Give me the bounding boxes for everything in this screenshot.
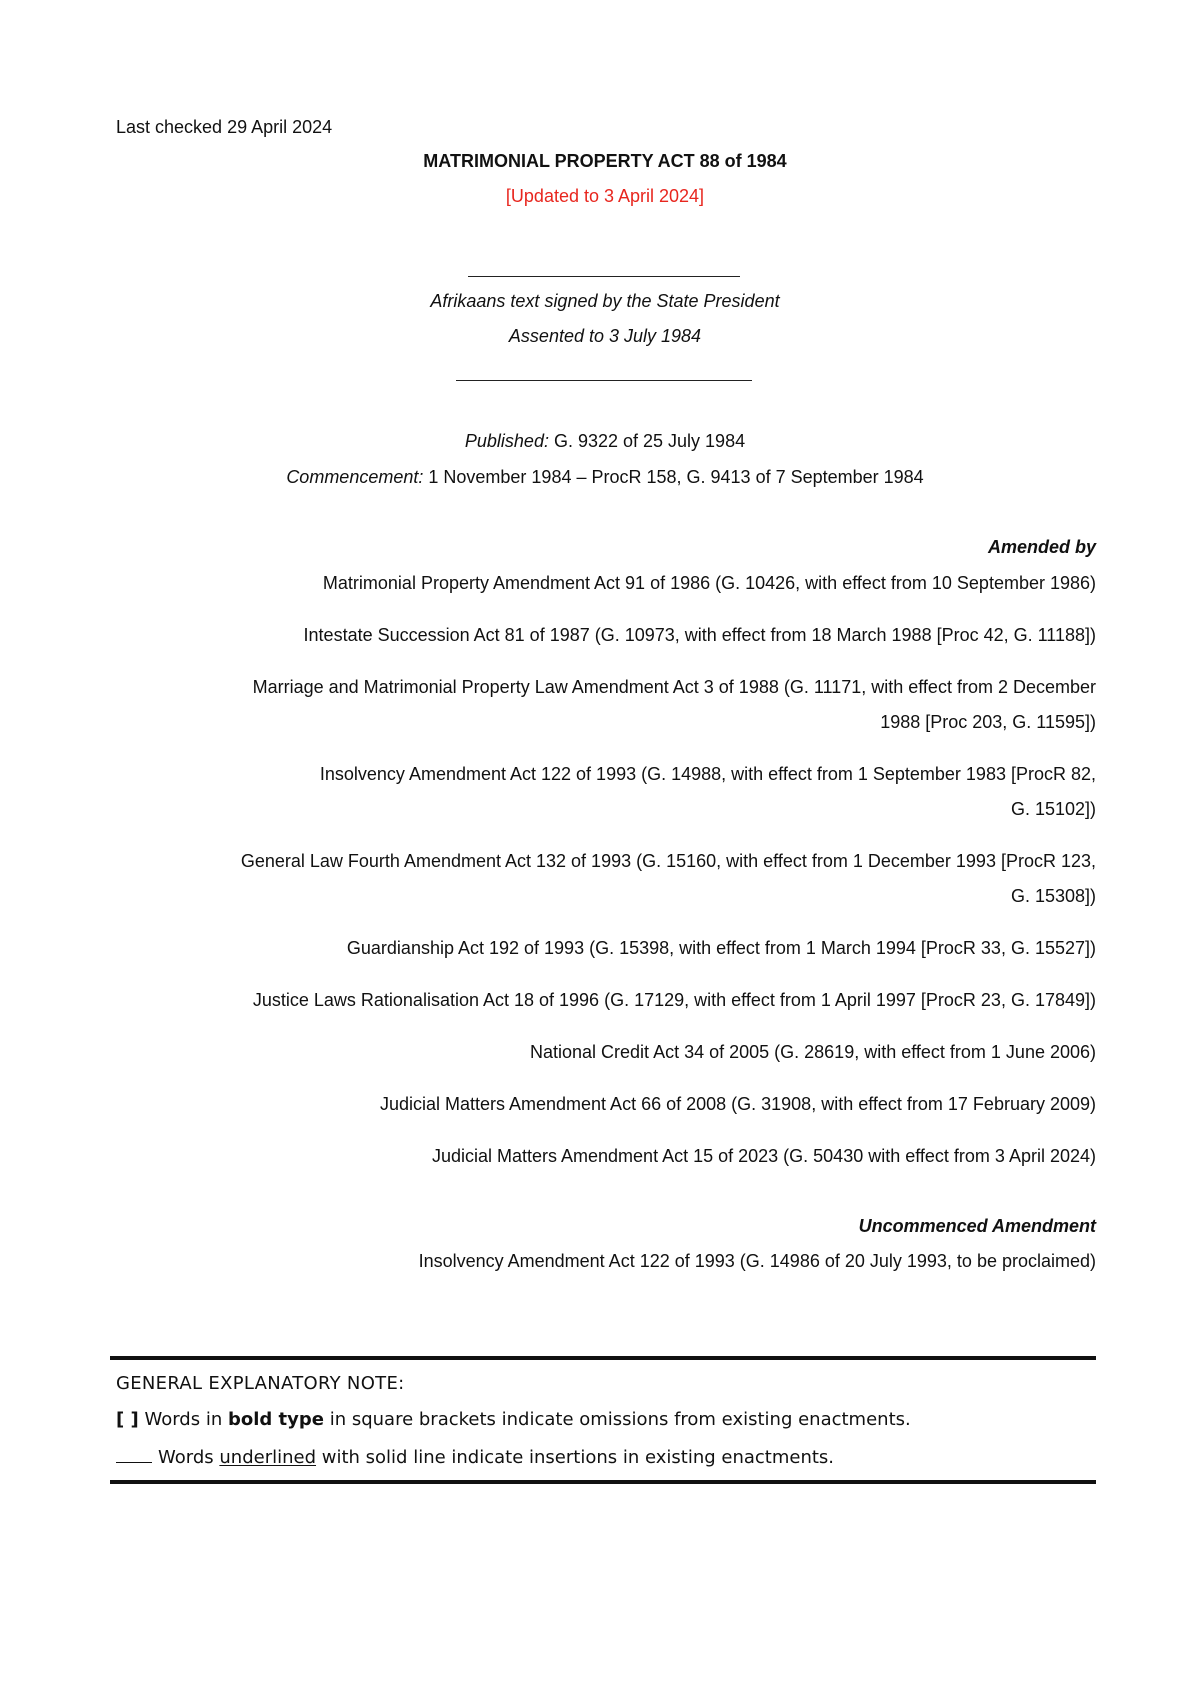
published-label: Published: <box>464 431 549 451</box>
act-title: MATRIMONIAL PROPERTY ACT 88 of 1984 <box>423 151 787 171</box>
explanatory-note-title: GENERAL EXPLANATORY NOTE: <box>116 1373 405 1394</box>
amendment-item: Marriage and Matrimonial Property Law Amendment Act 3 of 1988 (G. 11171, with effect from 2 December <box>252 677 1096 697</box>
amendment-item-continued: G. 15102]) <box>1010 799 1096 819</box>
solid-underline-symbol <box>116 1445 152 1463</box>
explanatory-note-insertions <box>116 1445 834 1469</box>
signed-text: Afrikaans text signed by the State President <box>430 291 780 311</box>
last-checked-date: Last checked 29 April 2024 <box>116 117 333 137</box>
note-rule-top <box>110 1356 1096 1360</box>
note-text: Words in <box>138 1409 228 1430</box>
amendment-item: Judicial Matters Amendment Act 15 of 2023 (G. 50430 with effect from 3 April 2024) <box>431 1146 1096 1166</box>
uncommenced-heading: Uncommenced Amendment <box>858 1216 1096 1236</box>
amendment-item: National Credit Act 34 of 2005 (G. 28619, with effect from 1 June 2006) <box>530 1042 1096 1062</box>
uncommenced-item: Insolvency Amendment Act 122 of 1993 (G. 14986 of 20 July 1993, to be proclaimed) <box>418 1251 1096 1271</box>
note-text: in square brackets indicate omissions from existing enactments. <box>323 1409 911 1430</box>
square-brackets-symbol: [ ] <box>116 1409 139 1430</box>
note-rule-bottom <box>110 1480 1096 1484</box>
amendment-item: Insolvency Amendment Act 122 of 1993 (G. 14988, with effect from 1 September 1983 [ProcR 82, <box>319 764 1096 784</box>
commencement-label: Commencement: <box>286 467 424 487</box>
note-text: Words <box>158 1447 220 1468</box>
amendment-item-continued: 1988 [Proc 203, G. 11595]) <box>880 712 1096 732</box>
explanatory-note-omissions <box>116 1409 911 1431</box>
commencement-line <box>0 466 1200 488</box>
amendment-item: Justice Laws Rationalisation Act 18 of 1996 (G. 17129, with effect from 1 April 1997 [ProcR 23, G. 17849]) <box>252 990 1096 1010</box>
commencement-value: 1 November 1984 – ProcR 158, G. 9413 of 7 September 1984 <box>423 467 924 487</box>
amended-by-heading: Amended by <box>987 537 1096 557</box>
amendment-item: General Law Fourth Amendment Act 132 of 1993 (G. 15160, with effect from 1 December 1993 [ProcR 123, <box>240 851 1096 871</box>
assented-text: Assented to 3 July 1984 <box>508 326 702 346</box>
separator-rule-top <box>468 276 740 277</box>
note-text: with solid line indicate insertions in existing enactments. <box>316 1447 835 1468</box>
updated-note: [Updated to 3 April 2024] <box>505 186 705 206</box>
amendment-item: Guardianship Act 192 of 1993 (G. 15398, with effect from 1 March 1994 [ProcR 33, G. 15527]) <box>346 938 1096 958</box>
published-line <box>0 430 1200 452</box>
published-value: G. 9322 of 25 July 1984 <box>548 431 746 451</box>
bold-type-text: bold type <box>227 1409 324 1430</box>
separator-rule-bottom <box>456 380 752 381</box>
amendment-item-continued: G. 15308]) <box>1010 886 1096 906</box>
amendment-item: Matrimonial Property Amendment Act 91 of 1986 (G. 10426, with effect from 10 September 1986) <box>322 573 1096 593</box>
amendment-item: Intestate Succession Act 81 of 1987 (G. 10973, with effect from 18 March 1988 [Proc 42, G. 11188]) <box>303 625 1096 645</box>
amendment-item: Judicial Matters Amendment Act 66 of 2008 (G. 31908, with effect from 17 February 2009) <box>379 1094 1096 1114</box>
underlined-text: underlined <box>219 1447 317 1468</box>
